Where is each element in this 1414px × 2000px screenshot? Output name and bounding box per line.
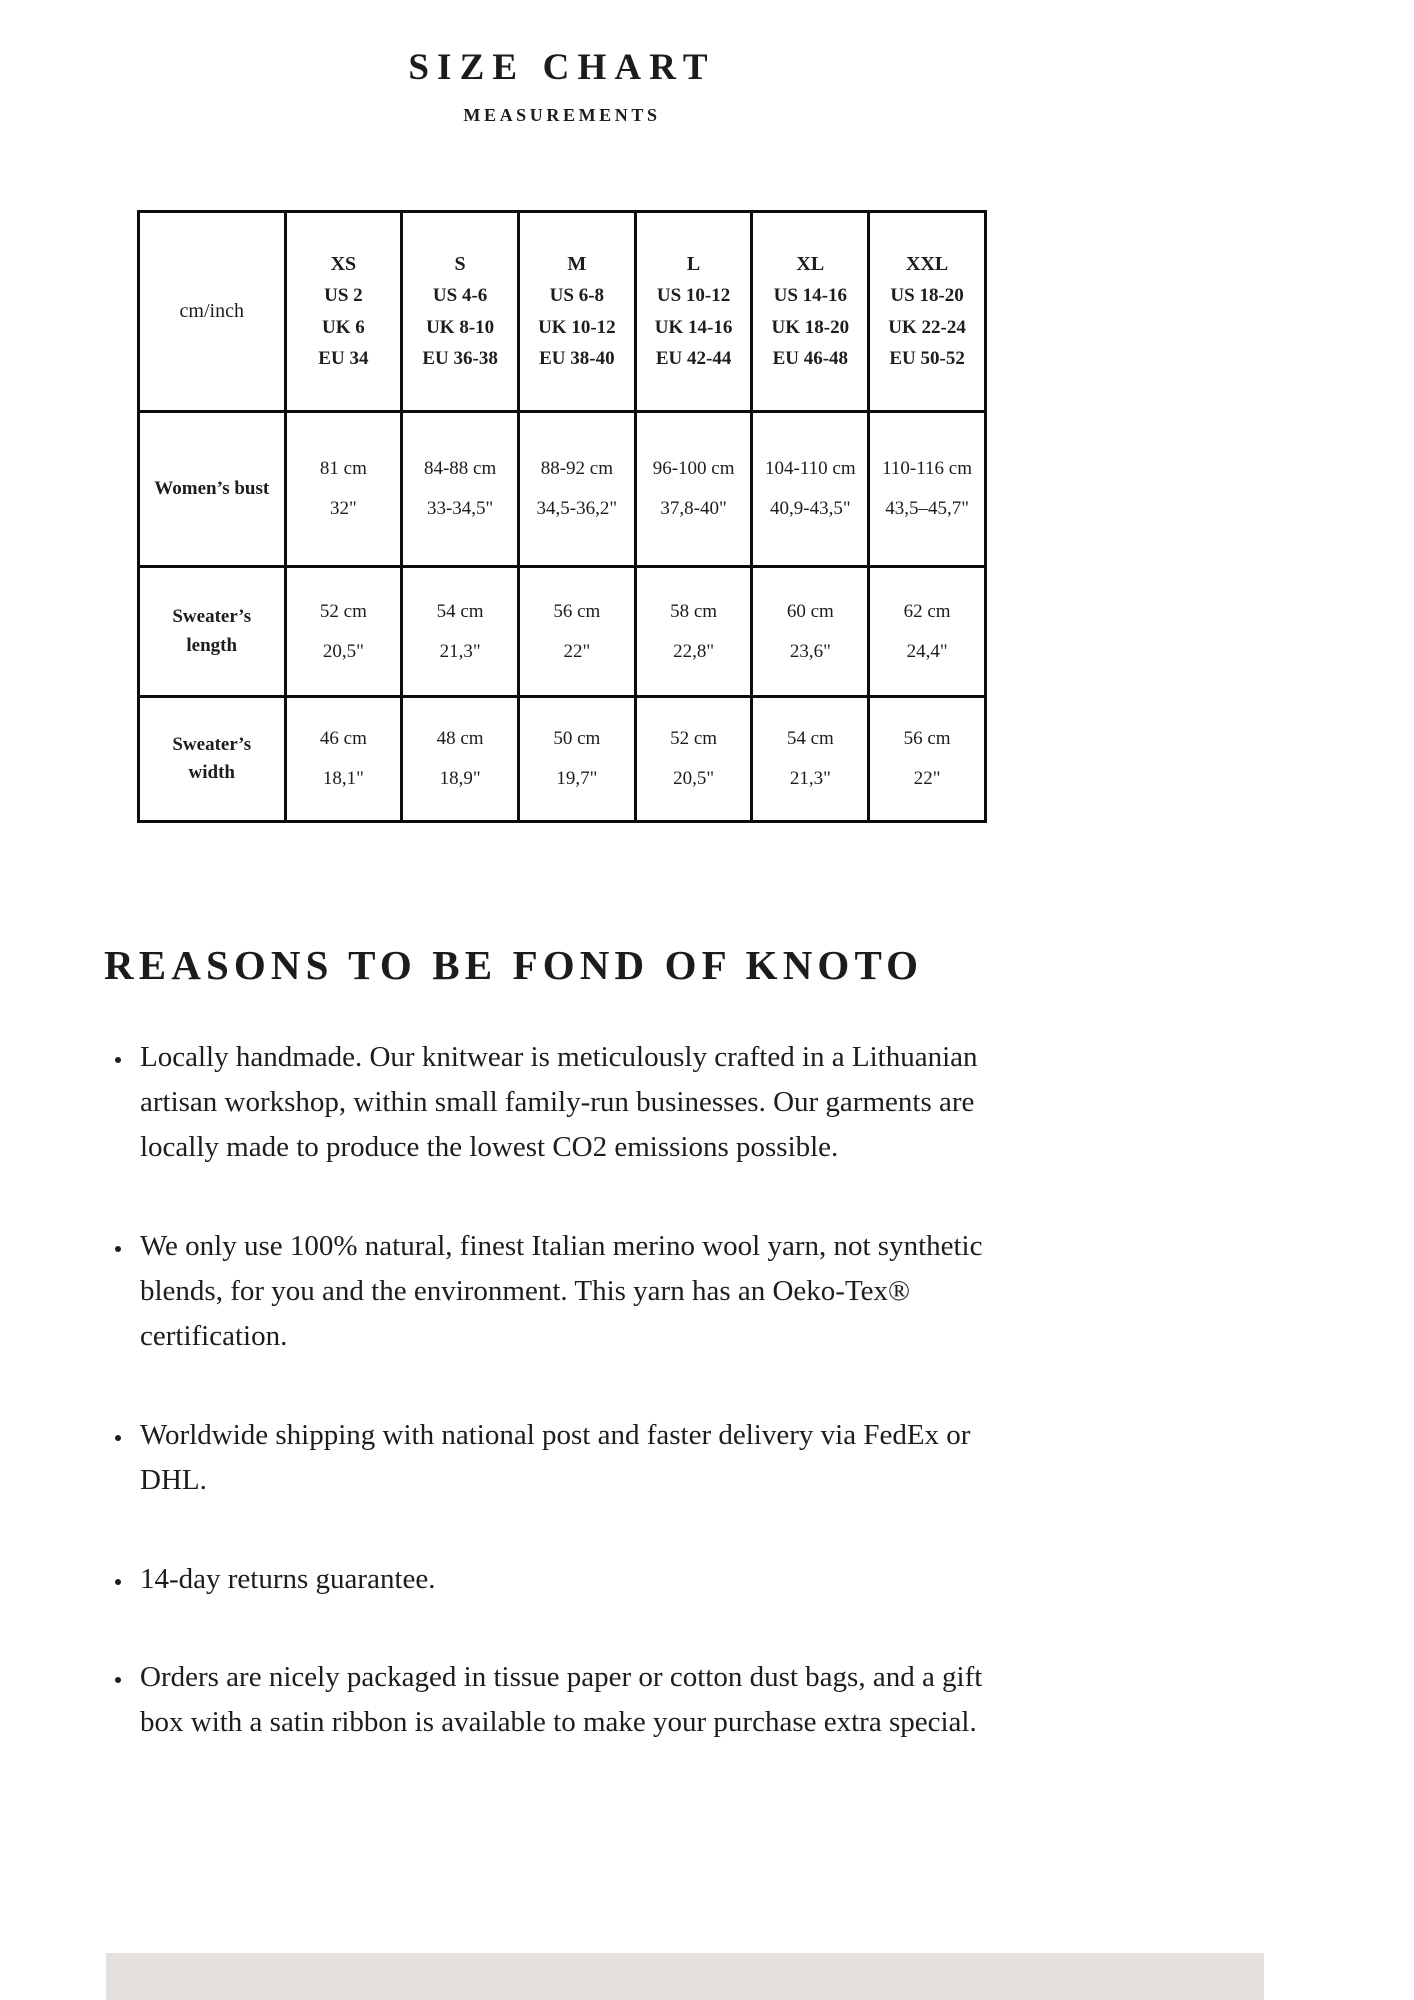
size-eu: EU 46-48 — [772, 348, 849, 370]
size-column-xxl — [869, 212, 986, 412]
size-name: M — [567, 253, 587, 276]
inch-value: 43,5–45,7" — [885, 498, 969, 519]
page-title: SIZE CHART — [408, 47, 716, 88]
inch-value: 22" — [913, 768, 941, 789]
size-us: US 6-8 — [549, 285, 605, 307]
width-xl-cell — [752, 697, 869, 822]
size-uk: UK 18-20 — [771, 316, 850, 338]
cm-value: 48 cm — [436, 728, 484, 750]
size-chart-table — [137, 210, 987, 823]
cm-value: 81 cm — [319, 458, 367, 480]
size-name: XXL — [905, 253, 949, 276]
size-column-xs — [285, 212, 402, 412]
cm-value: 88-92 cm — [540, 458, 613, 480]
bust-xl-cell — [752, 412, 869, 567]
list-item: • Locally handmade. Our knitwear is meticulously crafted in a Lithuanian artisan workshop, within small family-run businesses. Our garments are locally made to produce the lowest CO2 emissions possible. — [134, 1035, 1024, 1170]
size-us: US 14-16 — [773, 285, 847, 307]
inch-value: 18,1" — [322, 768, 364, 789]
size-eu: EU 36-38 — [422, 348, 498, 370]
cm-value: 62 cm — [903, 600, 951, 622]
reasons-list — [102, 1035, 1024, 1745]
bust-l-cell — [635, 412, 752, 567]
cm-value: 104-110 cm — [765, 458, 856, 480]
size-eu: EU 38-40 — [539, 348, 615, 370]
row-label: Sweater’s width — [139, 697, 286, 822]
table-row-sweater-length — [139, 567, 986, 697]
cm-value: 52 cm — [319, 600, 367, 622]
cm-value: 52 cm — [670, 728, 718, 750]
list-item: • Worldwide shipping with national post and faster delivery via FedEx or DHL. — [134, 1413, 1024, 1503]
list-item: • We only use 100% natural, finest Italian merino wool yarn, not synthetic blends, for you and the environment. This yarn has an Oeko-Tex® certification. — [134, 1224, 1024, 1359]
size-uk: UK 14-16 — [654, 316, 733, 338]
bottom-strip — [106, 1953, 1264, 2000]
size-chart-page — [102, 0, 1022, 1745]
inch-value: 32" — [330, 498, 357, 519]
length-m-cell — [518, 567, 635, 697]
size-us: US 18-20 — [890, 285, 964, 307]
width-xxl-cell — [869, 697, 986, 822]
bust-s-cell — [402, 412, 519, 567]
inch-value: 22,8" — [673, 640, 715, 662]
length-xxl-cell — [869, 567, 986, 697]
length-l-cell — [635, 567, 752, 697]
cm-value: 84-88 cm — [423, 458, 497, 480]
size-us: US 4-6 — [432, 285, 488, 307]
size-uk: UK 8-10 — [426, 316, 495, 338]
inch-value: 21,3" — [439, 640, 481, 662]
size-name: L — [686, 253, 701, 276]
row-label: Women’s bust — [139, 412, 286, 567]
size-uk: UK 10-12 — [538, 316, 616, 338]
width-s-cell — [402, 697, 519, 822]
bust-m-cell — [518, 412, 635, 567]
table-row-sweater-width — [139, 697, 986, 822]
size-column-s — [402, 212, 519, 412]
cm-value: 46 cm — [319, 728, 367, 750]
inch-value: 22" — [563, 640, 591, 662]
inch-value: 19,7" — [556, 768, 598, 789]
cm-value: 96-100 cm — [652, 458, 735, 480]
inch-value: 33-34,5" — [426, 498, 494, 519]
size-eu: EU 34 — [318, 348, 369, 370]
inch-value: 23,6" — [789, 640, 831, 662]
size-name: XL — [796, 253, 825, 276]
inch-value: 37,8-40" — [660, 498, 727, 519]
inch-value: 20,5" — [673, 768, 715, 789]
inch-value: 18,9" — [439, 768, 481, 789]
cm-value: 110-116 cm — [882, 458, 973, 480]
cm-value: 56 cm — [553, 600, 601, 622]
table-header-row — [139, 212, 986, 412]
bust-xs-cell — [285, 412, 402, 567]
inch-value: 34,5-36,2" — [536, 498, 618, 519]
inch-value: 20,5" — [322, 640, 364, 662]
bust-xxl-cell — [869, 412, 986, 567]
width-xs-cell — [285, 697, 402, 822]
size-uk: UK 6 — [322, 316, 365, 338]
size-eu: EU 50-52 — [889, 348, 965, 370]
length-xs-cell — [285, 567, 402, 697]
cm-value: 60 cm — [786, 600, 834, 622]
reasons-heading: REASONS TO BE FOND OF KNOTO — [104, 942, 924, 988]
unit-label-cell: cm/inch — [139, 212, 286, 412]
size-column-m — [518, 212, 635, 412]
width-l-cell — [635, 697, 752, 822]
length-xl-cell — [752, 567, 869, 697]
size-name: S — [454, 253, 466, 276]
size-column-l — [635, 212, 752, 412]
list-item: • 14-day returns guarantee. — [134, 1557, 1024, 1602]
cm-value: 54 cm — [436, 600, 484, 622]
inch-value: 40,9-43,5" — [770, 498, 851, 519]
cm-value: 54 cm — [786, 728, 834, 750]
size-eu: EU 42-44 — [655, 348, 732, 370]
cm-value: 56 cm — [903, 728, 951, 750]
length-s-cell — [402, 567, 519, 697]
size-column-xl — [752, 212, 869, 412]
cm-value: 58 cm — [670, 600, 718, 622]
row-label: Sweater’s length — [139, 567, 286, 697]
size-uk: UK 22-24 — [888, 316, 966, 338]
inch-value: 24,4" — [906, 640, 948, 662]
table-row-womens-bust — [139, 412, 986, 567]
page-subtitle: MEASUREMENTS — [463, 105, 661, 125]
size-us: US 10-12 — [656, 285, 731, 307]
inch-value: 21,3" — [789, 768, 831, 789]
size-name: XS — [330, 253, 357, 276]
size-us: US 2 — [324, 285, 363, 307]
cm-value: 50 cm — [553, 728, 601, 750]
list-item: • Orders are nicely packaged in tissue paper or cotton dust bags, and a gift box with a satin ribbon is available to make your purchase extra special. — [134, 1655, 1024, 1745]
width-m-cell — [518, 697, 635, 822]
